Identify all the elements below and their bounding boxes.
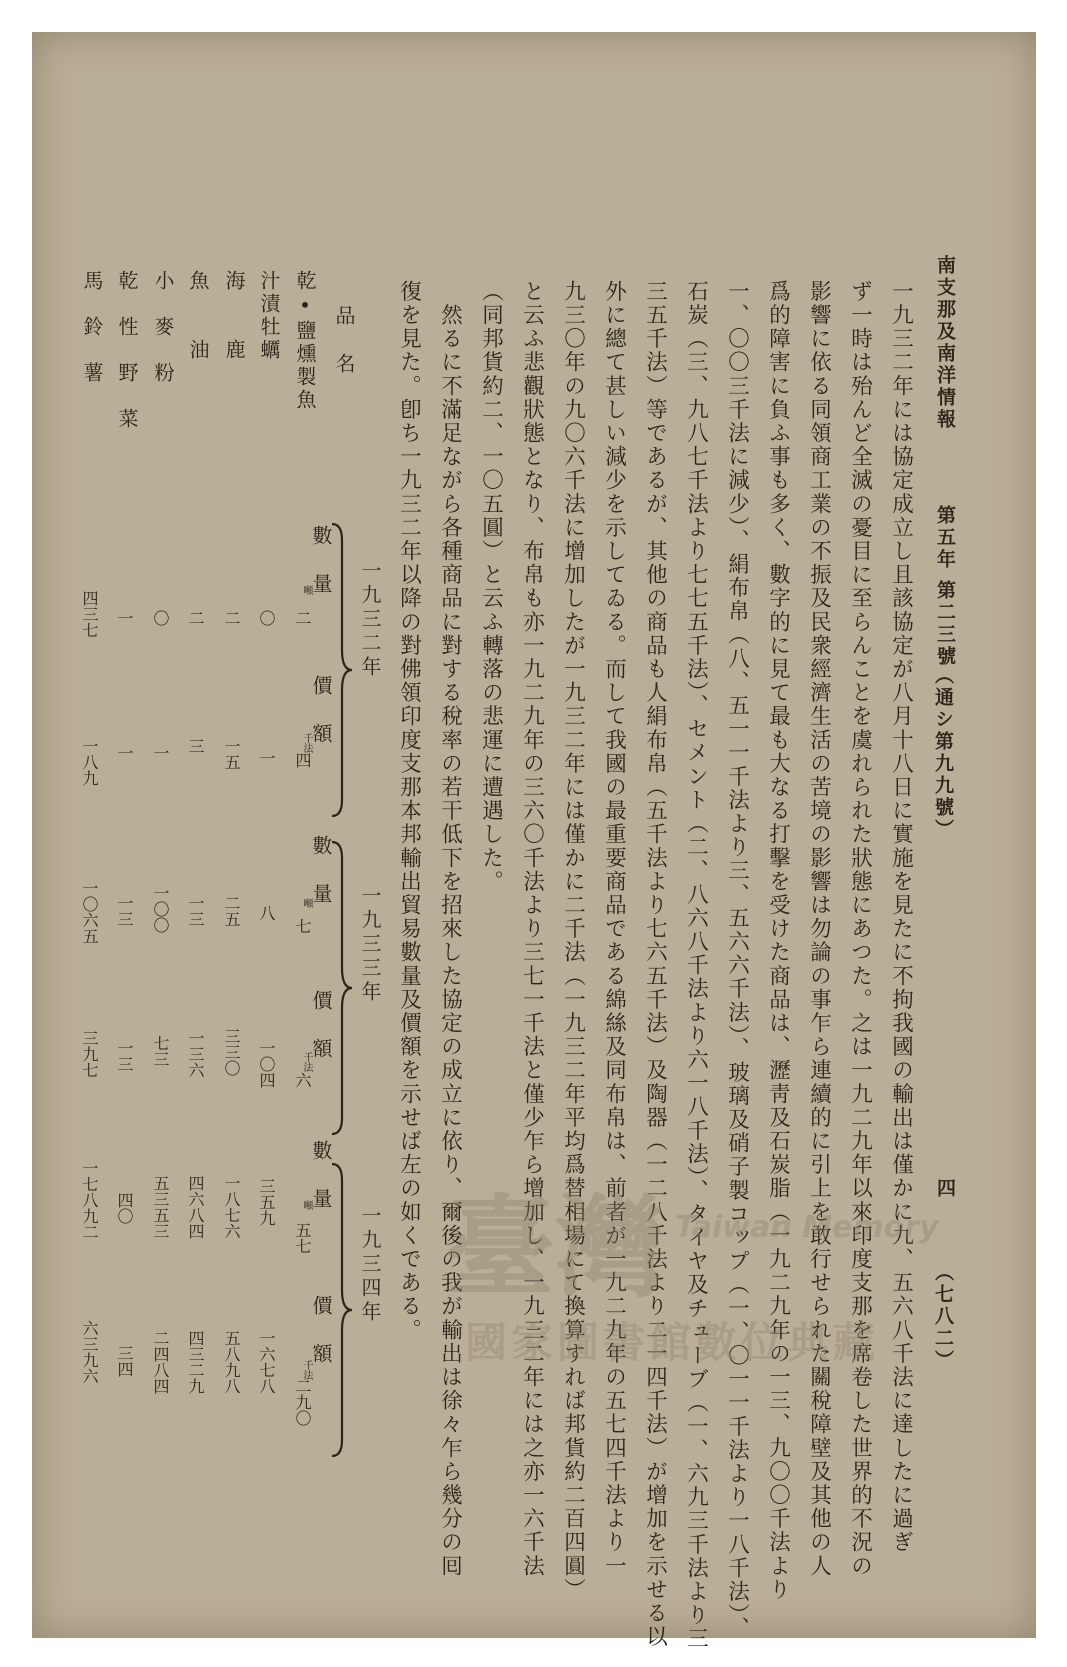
- library-watermark: [405, 1150, 965, 1490]
- table-cell: 一八七六: [222, 1175, 241, 1239]
- table-cell: 〇: [257, 610, 276, 626]
- table-cell: 一: [115, 610, 134, 626]
- table-item: 汁漬牡蠣: [257, 270, 281, 362]
- paragraph-line: （同邦貨約二、一〇五圓）と云ふ轉落の悲運に遭遇した。: [478, 280, 504, 894]
- table-item: 魚 油: [186, 270, 210, 362]
- table-cell: 七三: [151, 1035, 170, 1067]
- table-cell: 一五: [222, 738, 241, 770]
- table-cell: 一: [115, 745, 134, 761]
- journal-title: 南支那及南洋情報: [934, 255, 956, 431]
- table-cell: 一: [257, 750, 276, 766]
- table-item: 小 麥 粉: [151, 270, 175, 385]
- table-item: 馬 鈴 薯: [80, 270, 104, 385]
- table-cell: 二: [186, 610, 205, 626]
- table-cell: 二四八四: [151, 1330, 170, 1394]
- paragraph-line: 三五千法）等であるが、其他の商品も人絹布帛（五千法より七六五千法）及陶器（一二八千法より二一四千法）が增加を示せる以: [642, 280, 668, 1649]
- page-number: 四: [934, 1178, 956, 1200]
- year-header: 一九三三年: [358, 885, 382, 1005]
- paragraph-line: 一、〇〇三千法に減少）、絹布帛（八、五一一千法より三、五六六千法）、玻璃及硝子製コップ（一、〇一一千法より一八千法）、: [724, 280, 750, 1641]
- table-cell: 一三: [186, 895, 205, 927]
- watermark-english-text: Taiwan Memory: [675, 1210, 939, 1245]
- unit-label: 千法: [301, 733, 312, 753]
- unit-label: 噸: [301, 585, 312, 595]
- table-cell: 一: [151, 745, 170, 761]
- paragraph-line: 影響に依る同領商工業の不振及民衆經濟生活の苦境の影響は勿論の事乍ら連續的に引上を敢行せられた關稅障壁及其他の人: [806, 280, 832, 1578]
- unit-label: 噸: [301, 898, 312, 908]
- paragraph-line: ず一時は殆んど全滅の憂目に至らんことを虞れられた狀態にあつた。之は一九二九年以來印度支那を席卷した世界的不況の: [847, 280, 873, 1578]
- year-header: 一九三二年: [358, 560, 382, 680]
- table-cell: 一〇〇: [151, 885, 170, 933]
- table-cell: 一三: [115, 895, 134, 927]
- table-cell: 六三九六: [80, 1320, 99, 1384]
- table-cell: 一六七八: [257, 1330, 276, 1394]
- paragraph-line: 九三〇年の九〇六千法に增加したが一九三二年には僅かに二千法（一九三二年平均爲替相場にて換算すれば邦貨約二百四圓）: [560, 280, 586, 1602]
- table-item: 海 鹿: [222, 270, 246, 362]
- val-header: 價 額: [309, 675, 333, 747]
- table-cell: 〇: [151, 610, 170, 626]
- table-cell: 三九七: [80, 1030, 99, 1078]
- table-item: 乾 性 野 菜: [115, 270, 139, 431]
- paragraph-line: 石炭（三、九八七千法より七七五千法）、セメント（二、八六八千法より六一八千法）、タイヤ及チューブ（一、六九三千法より三: [683, 280, 709, 1651]
- table-cell: 一三: [115, 1040, 134, 1072]
- table-item: 乾•鹽燻製魚: [293, 270, 317, 412]
- paragraph-line: 一九三二年には協定成立し且該協定が八月十八日に實施を見たに不拘我國の輸出は僅かに九、五六八千法に達したに過ぎ: [888, 280, 914, 1555]
- watermark-sub-text: 國家圖書館數位典藏: [465, 1318, 880, 1367]
- year-header: 一九三四年: [358, 1205, 382, 1325]
- val-header: 價 額: [309, 990, 333, 1062]
- unit-label: 噸: [301, 1200, 312, 1210]
- paragraph-line: 爲的障害に負ふ事も多く、數字的に見て最も大なる打擊を受けた商品は、瀝靑及石炭脂（一九二九年の一三、九〇〇千法より: [765, 280, 791, 1602]
- table-cell: 一八九: [80, 738, 99, 786]
- volume-number: 第五年: [934, 505, 956, 571]
- table-cell: 四: [293, 752, 312, 768]
- paragraph-line: 然るに不滿足ながら各種商品に對する稅率の若干低下を招來した協定の成立に依り、爾後の我が輸出は徐々乍ら幾分の囘: [437, 280, 463, 1578]
- paragraph-line: 外に總て甚しい減少を示してゐる。而して我國の最重要商品である綿絲及同布帛は、前者が一九二九年の五七四千法より一: [601, 280, 627, 1578]
- unit-label: 千法: [301, 1360, 312, 1380]
- qty-header: 數 量: [309, 525, 333, 597]
- table-cell: 一〇六五: [80, 880, 99, 944]
- table-cell: 二九〇: [293, 1378, 312, 1426]
- table-cell: 三四: [115, 1345, 134, 1377]
- table-cell: 二五: [222, 895, 241, 927]
- table-cell: 三五九: [257, 1178, 276, 1226]
- table-cell: 四三七: [80, 590, 99, 638]
- table-cell: 一三六: [186, 1030, 205, 1078]
- paragraph-line: 復を見た。卽ち一九三二年以降の對佛領印度支那本邦輸出貿易數量及價額を示せば左の如くである。: [396, 280, 422, 1342]
- qty-header: 數 量: [309, 1140, 333, 1212]
- serial-number: （通シ第九九號）: [932, 665, 954, 841]
- paragraph-line: と云ふ悲觀狀態となり、布帛も亦一九二九年の三六〇千法より三七一千法と僅少乍ら增加し、一九三二年には之亦一六千法: [519, 280, 545, 1578]
- table-cell: 六: [293, 1072, 312, 1088]
- unit-label: 千法: [301, 1052, 312, 1072]
- val-header: 價 額: [309, 1295, 333, 1367]
- table-cell: 五三五三: [151, 1175, 170, 1239]
- watermark-main-text: 臺灣: [445, 1184, 665, 1312]
- table-item-header: 品 名: [332, 305, 356, 377]
- table-cell: 四六八四: [186, 1175, 205, 1239]
- qty-header: 數 量: [309, 835, 333, 907]
- table-cell: 七: [293, 918, 312, 934]
- table-cell: 二: [293, 610, 312, 626]
- table-cell: 一〇四: [257, 1040, 276, 1088]
- issue-number: 第二三號: [934, 580, 956, 668]
- page-total: （七八二）: [932, 1262, 954, 1372]
- table-cell: 二: [222, 610, 241, 626]
- table-cell: 三: [186, 738, 205, 754]
- table-cell: 一七八九二: [80, 1160, 99, 1240]
- table-cell: 五七: [293, 1222, 312, 1254]
- table-cell: 四〇: [115, 1192, 134, 1224]
- table-cell: 四三二九: [186, 1330, 205, 1394]
- table-cell: 八: [257, 905, 276, 921]
- table-cell: 三三〇: [222, 1028, 241, 1076]
- table-cell: 五八九八: [222, 1330, 241, 1394]
